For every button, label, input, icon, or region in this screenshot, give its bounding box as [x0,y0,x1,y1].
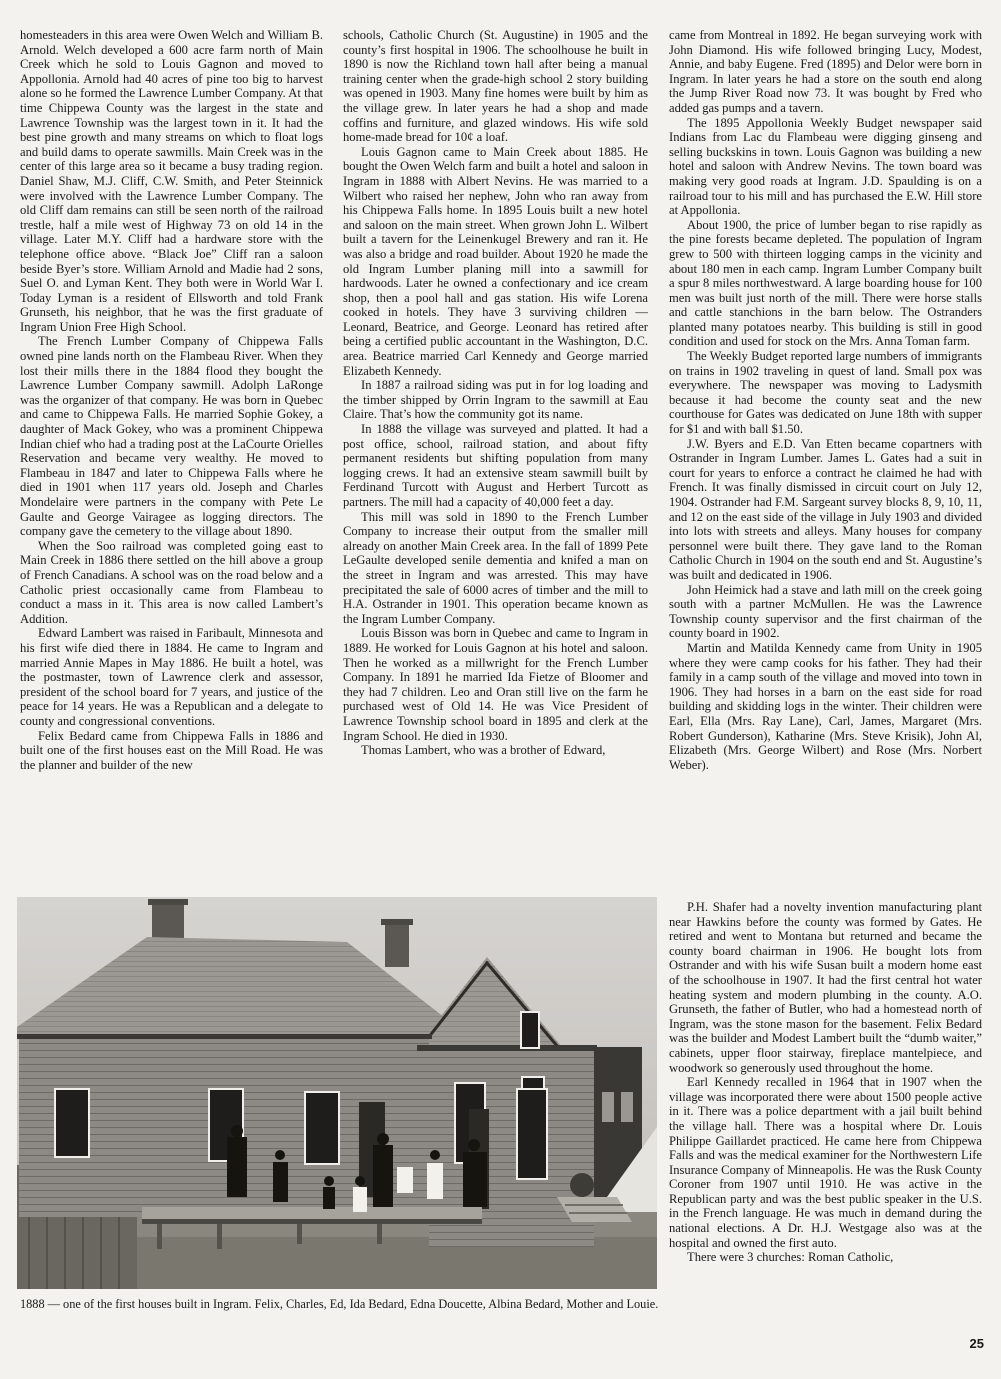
article-column-1 [20,28,323,892]
paragraph: In 1887 a railroad siding was put in for log loading and the timber shipped by Orrin Ingram to the sawmill at Eau Claire. That’s how the community got its name. [343,378,648,422]
paragraph: The 1895 Appollonia Weekly Budget newspaper said Indians from Lac du Flambeau were digging ginseng and selling buckskins in town. Louis Gagnon was building a new hotel and saloon with Andrew Nevins. The town board was making very good roads at Ingram. J.D. Spaulding is on a railroad tour to his mill and has purchased the E.W. Hill store at Appollonia. [669,115,982,218]
paragraph: schools, Catholic Church (St. Augustine) in 1905 and the county’s first hospital in 1906. The schoolhouse he built in 1890 is now the Richland town hall after being a manual training center when the grade-high school 2 story building was opened in 1903. Many fine homes were built by him as the village grew. In later years he had a shop and made coffins and furniture, and glazed windows. His wife sold home-made bread for 10¢ a loaf. [343,28,648,145]
paragraph: John Heimick had a stave and lath mill on the creek going south with a partner McMullen. He was the Lawrence Township county supervisor and the first chairman of the county board in 1902. [669,582,982,641]
paragraph: Thomas Lambert, who was a brother of Edward, [361,743,606,758]
paragraph: This mill was sold in 1890 to the French Lumber Company to increase their output from the smaller mill already on another Main Creek area. In the fall of 1899 Pete LeGaulte developed senile dementia and knifed a man on the street in Ingram and was arrested. This may have precipitated the sale of 6000 acres of timber and the mill to H.A. Ostrander in 1901. This operation became known as the Ingram Lumber Company. [343,509,648,626]
paragraph: Louis Gagnon came to Main Creek about 1885. He bought the Owen Welch farm and built a hotel and saloon in Ingram in 1888 with Albert Nevins. He was married to a Wilbert who raised her nephew, John who ran away from his Chippewa Falls home. In 1895 Louis built a new hotel and saloon on the main street. When grown John L. Wilbert built a tavern for the Leinenkugel Brewery and ran it. He was also a bridge and road builder. About 1920 he made the old Ingram Lumber planing mill into a sawmill for hardwoods. Later he owned a confectionary and ice cream shop, then a pool hall and gas station. His wife Lorena cooked in hotels. They have 3 surviving children — Leonard, Beatrice, and George. Leonard has retired after being a certified public accountant in the Washington, D.C. area. Beatrice married Carl Kennedy and George married Elizabeth Kennedy. [343,144,648,378]
historic-house-photo [17,897,657,1289]
paragraph: homesteaders in this area were Owen Welch and William B. Arnold. Welch developed a 600 acre farm north of Main Creek which he sold to Louis Gagnon and moved to Appollonia. Arnold had 40 acres of pine too big to harvest alone so he formed the Lawrence Lumber Company. At that time Chippewa County was the largest in the state and Lawrence Township was the largest town in it. It had the best pine growth and many streams on which to float logs and build dams to operate sawmills. Main Creek was in the center of this large area so it became a busy trading region. Daniel Shaw, M.J. Cliff, C.W. Smith, and Peter Steinnick were involved with the Lawrence Lumber Company. The old Cliff dam remains can still be seen north of the railroad trestle, half a mile west of Highway 73 on old 14 in the village. Later M.Y. Cliff had a hardware store with the telephone office above. “Black Joe” Cliff ran a saloon beside Byer’s store. William Arnold and Madie had 2 sons, Suel O. and Lyman Kent. They both were in World War I. Today Lyman is a resident of Ellsworth and told Frank Grunseth, his neighbor, that he was the first graduate of Ingram Union Free High School. [20,28,323,334]
paragraph: J.W. Byers and E.D. Van Etten became copartners with Ostrander in Ingram Lumber. James L. Gates had a suit in court for years to enforce a contract he claimed he had with French. It was finally dismissed in circuit court on July 12, 1904. Ostrander had F.M. Sargeant survey blocks 8, 9, 10, 11, and 12 on the east side of the village in July 1903 and divided into lots with streets and alleys. Many houses for company personnel were built there. They gave land to the Roman Catholic Church in 1904 on the south end and St. Augustine’s was built and dedicated in 1906. [669,436,982,582]
column-3-upper [669,28,982,772]
paragraph: Martin and Matilda Kennedy came from Unity in 1905 where they were camp cooks for his father. They had their family in a camp south of the village and moved into town in 1906. They had horses in a barn on the east side for road building and skidding logs in the winter. Their children were Earl, Ella (Mrs. Ray Lane), Carl, James, Margaret (Mrs. Robert Gunderson), Katharine (Mrs. Steve Krisik), John Al, Elizabeth (Mrs. George Wilbert) and Rose (Mrs. Norbert Weber). [669,640,982,772]
paragraph: Earl Kennedy recalled in 1964 that in 1907 when the village was incorporated there were about 1500 people active in it. There was a police department with a jail built behind the village hall. There was a hospital where Dr. Louis Philippe Gaillardet practiced. He came here from Chippewa Falls and was the medical examiner for the Northwestern Life Insurance Company of Minneapolis. He was the Rusk County Coroner from 1907 until 1910. He was active in the Republican party and was the best public speaker in the U.S. in the French language. He was much in demand during the national elections. A Dr. H.J. Westgage also was at the hospital and owned the first auto. [669,1075,982,1250]
paragraph: P.H. Shafer had a novelty invention manufacturing plant near Hawkins before the county was formed by Gates. He retired and went to Montana but returned and became the county board chairman in 1906. He bought lots from Ostrander and with his wife Susan built a modern home east of the schoolhouse in 1907. It had the first central hot water heating system and modern plumbing in the county. A.O. Grunseth, the father of Butler, who had a homestead north of Ingram, was the stone mason for the basement. Felix Bedard was the builder and Modest Lambert built the “dumb waiter,” cabinets, upper floor stairway, fireplace mantelpiece, and woodwork so generously used throughout the home. [669,900,982,1075]
column-3-lower [669,900,982,1265]
paragraph: Louis Bisson was born in Quebec and came to Ingram in 1889. He worked for Louis Gagnon at his hotel and saloon. Then he worked as a millwright for the French Lumber Company. In 1891 he married Ida Fietze of Bloomer and they had 7 children. Leo and Oran still live on the farm he purchased west of Old 14. He was Vice President of Lawrence Township school board in 1895 and clerk at the Ingram School. He died in 1930. [343,626,648,743]
article-column-3 [669,28,982,1328]
paragraph: When the Soo railroad was completed going east to Main Creek in 1886 there settled on the hill above a group of French Canadians. A school was on the road below and a Catholic priest occasionally came from Flambeau to conduct a mass in it. This area is now called Lambert’s Addition. [20,538,323,626]
paragraph: The Weekly Budget reported large numbers of immigrants on trains in 1902 traveling in quest of land. Small pox was everywhere. The newspaper was moving to Ladysmith because it had become the county seat and the new courthouse for Gates was dedicated on June 18th with supper for $1 and with ball $1.50. [669,349,982,437]
paragraph: The French Lumber Company of Chippewa Falls owned pine lands north on the Flambeau River. When they lost their mills there in the 1884 flood they bought the Lawrence Lumber Company sawmill. Adolph LaRonge was the organizer of that company. He was born in Quebec and came to Chippewa Falls. He married Sophie Gokey, a daughter of Mack Gokey, who was a prominent Chippewa Indian chief who had a trading post at the LaCourte Orielles Reservation and became very wealthy. He moved to Flambeau in 1847 and later to Chippewa Falls where he died in 1901 when 117 years old. Joseph and Charles Mondelaire were partners in the company with Pete Le Gaulte and George Vairagee as logging directors. The company gave the cemetery to the village about 1890. [20,334,323,539]
page-number: 25 [969,1336,984,1351]
paragraph: came from Montreal in 1892. He began surveying work with John Diamond. His wife followed bringing Lucy, Modest, Annie, and baby Eugene. Fred (1895) and Delor were born in Ingram. In later years he had a store on the south end along the Jump River Road now 73. It was bought by Fred who added gas pumps and a tavern. [669,28,982,115]
paragraph: In 1888 the village was surveyed and platted. It had a post office, school, railroad station, and about fifty permanent residents but shifting population from many logging crews. It had an extensive steam sawmill built by Ferdinand Turcott with August and Herbert Turcott as partners. The mill had a capacity of 40,000 feet a day. [343,422,648,509]
paragraph: There were 3 churches: Roman Catholic, [687,1250,894,1265]
paragraph: About 1900, the price of lumber began to rise rapidly as the pine forests became depleted. The population of Ingram grew to 500 with thirteen logging camps in the vicinity and about 180 men in each camp. Ingram Lumber Company built a spur 8 miles northwestward. A large boarding house for 100 men was built just north of the mill. There were horse stalls and cattle stanchions in the barn below. The Ostranders planted many potatoes nearby. This building is still in good condition and used for stock on the Mrs. Anna Toman farm. [669,217,982,349]
paragraph: Felix Bedard came from Chippewa Falls in 1886 and built one of the first houses east on the Mill Road. He was the planner and builder of the new [20,728,323,772]
article-column-2 [343,28,648,892]
photo-caption: 1888 — one of the first houses built in Ingram. Felix, Charles, Ed, Ida Bedard, Edna Doucette, Albina Bedard, Mother and Louie. [20,1297,659,1311]
paragraph: Edward Lambert was raised in Faribault, Minnesota and his first wife died there in 1884. He came to Ingram and married Annie Mapes in May 1886. He built a hotel, was the postmaster, town of Lawrence clerk and assessor, president of the school board for 7 years, and justice of the peace for 14 years. He was a Republican and a delegate to county and congressional conventions. [20,626,323,728]
